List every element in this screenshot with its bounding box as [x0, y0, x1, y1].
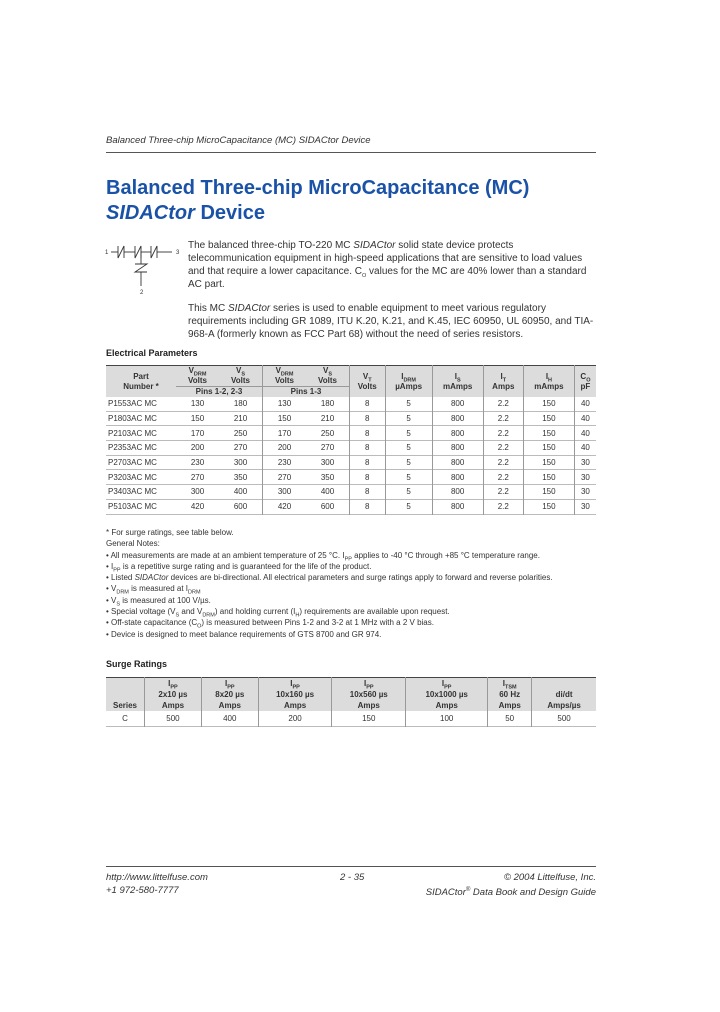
- footer-book-title: SIDACtor® Data Book and Design Guide: [425, 887, 596, 899]
- surge-col-itsm: $I_{TSM}$ 60 Hz Amps: [488, 678, 532, 712]
- intro-paragraph-2: [188, 302, 596, 341]
- electrical-parameters-heading: Electrical Parameters: [106, 348, 198, 358]
- surge-col-8x20: $I_{PP}$ 8x20 µs Amps: [201, 678, 258, 712]
- intro-p1-text-2: solid state device protects telecommunication equipment in high-speed applications that are sensitive to load values and that require a lower capacitance. C: [188, 240, 583, 277]
- header-divider: [106, 152, 596, 153]
- intro-p1-sub: O: [362, 273, 367, 279]
- surge-ratings-heading: Surge Ratings: [106, 659, 168, 669]
- note-5: • $V_S$ is measured at 100 V/µs.: [106, 595, 211, 608]
- intro-paragraph-1: [188, 239, 596, 291]
- col-vs-13-header: $V_S$ Volts: [306, 366, 350, 387]
- surge-col-10x560: $I_{PP}$ 10x560 µs Amps: [332, 678, 406, 712]
- footer-phone: +1 972-580-7777: [106, 885, 179, 896]
- intro-p2-text: This MC: [188, 303, 228, 314]
- intro-p1-brand: SIDACtor: [353, 240, 396, 251]
- note-3: • Listed SIDACtor devices are bi-directional. All electrical parameters and surge ratings apply to forward and reverse polarities.: [106, 573, 553, 583]
- surge-col-10x160: $I_{PP}$ 10x160 µs Amps: [258, 678, 332, 712]
- note-4: • $V_{DRM}$ is measured at $I_{DRM}$: [106, 584, 201, 597]
- table-row: P1803AC MC 150 210 150 210 8 5 800 2.2 150 40: [106, 411, 596, 426]
- page-title: [106, 176, 606, 226]
- intro-p2-brand: SIDACtor: [228, 303, 271, 314]
- electrical-parameters-table: [106, 365, 596, 515]
- footer-url[interactable]: http://www.littelfuse.com: [106, 872, 208, 883]
- col-idrm-header: $I_{DRM}$ µAmps: [385, 366, 432, 398]
- note-2: • $I_{PP}$ is a repetitive surge rating and is guaranteed for the life of the product.: [106, 561, 372, 574]
- surge-col-didt: di/dt Amps/µs: [532, 678, 596, 712]
- pins-13-header: Pins 1-3: [263, 387, 350, 398]
- col-it-header: $I_T$ Amps: [483, 366, 523, 398]
- table-row: P2353AC MC 200 270 200 270 8 5 800 2.2 150 40: [106, 441, 596, 456]
- footer-copyright: © 2004 Littelfuse, Inc.: [503, 872, 596, 883]
- col-co-header: $C_O$ pF: [574, 366, 596, 398]
- table-row: C 500 400 200 150 100 50 500: [106, 711, 596, 727]
- table-row: P2103AC MC 170 250 170 250 8 5 800 2.2 150 40: [106, 426, 596, 441]
- intro-text: [188, 239, 596, 352]
- col-vs-header: $V_S$ Volts: [219, 366, 263, 387]
- surge-col-10x1000: $I_{PP}$ 10x1000 µs Amps: [406, 678, 488, 712]
- col-vdrm-13-header: $V_{DRM}$ Volts: [263, 366, 307, 387]
- surge-note: * For surge ratings, see table below.: [106, 528, 234, 537]
- col-vt-header: $V_T$ Volts: [350, 366, 386, 398]
- footer-right: [426, 871, 596, 899]
- pin-2-label: 2: [140, 290, 144, 296]
- table-row: P3403AC MC 300 400 300 400 8 5 800 2.2 150 30: [106, 485, 596, 500]
- running-header: Balanced Three-chip MicroCapacitance (MC) SIDACtor Device: [106, 135, 371, 146]
- table-row: P5103AC MC 420 600 420 600 8 5 800 2.2 150 30: [106, 499, 596, 514]
- footer-divider: [106, 866, 596, 867]
- intro-p2-text-2: series is used to enable equipment to meet various regulatory requirements including GR 1089, ITU K.20, K.21, and K.45, IEC 60950, UL 60950, and TIA-968-A (formerly known as FCC Part 68) without the need of series resistors.: [188, 303, 594, 340]
- table-row: P1553AC MC 130 180 130 180 8 5 800 2.2 150 40: [106, 397, 596, 411]
- col-vdrm-header: $V_{DRM}$ Volts: [176, 366, 219, 387]
- table-row: P3203AC MC 270 350 270 350 8 5 800 2.2 150 30: [106, 470, 596, 485]
- title-brand: SIDACtor: [106, 202, 195, 224]
- table-row: P2703AC MC 230 300 230 300 8 5 800 2.2 150 30: [106, 455, 596, 470]
- note-6: • Special voltage ($V_S$ and $V_{DRM}$) and holding current $(I_H)$ requirements are available upon request.: [106, 607, 450, 619]
- device-schematic-icon: [104, 242, 184, 298]
- general-notes-title: General Notes:: [106, 539, 160, 549]
- col-is-header: $I_S$ mAmps: [432, 366, 483, 398]
- intro-p1-text-3: values for the MC are 40% lower than a standard AC part.: [188, 266, 587, 290]
- col-ih-header: $I_H$ mAmps: [523, 366, 574, 398]
- surge-col-2x10: $I_{PP}$ 2x10 µs Amps: [145, 678, 202, 712]
- note-1: • All measurements are made at an ambient temperature of 25 °C. $I_{PP}$ applies to -40 °C through +85 °C temperature range.: [106, 550, 540, 563]
- intro-p1-text: The balanced three-chip TO-220 MC: [188, 240, 354, 251]
- surge-ratings-table: [106, 677, 596, 727]
- note-7: • Off-state capacitance $(C_O)$ is measured between Pins 1-2 and 3-2 at 1 MHz with a 2 V bias.: [106, 618, 434, 630]
- footer-page-number: 2 - 35: [340, 872, 365, 883]
- notes-block: [106, 527, 596, 640]
- note-8: • Device is designed to meet balance requirements of GTS 8700 and GR 974.: [106, 629, 382, 639]
- surge-col-series: Series: [106, 678, 145, 712]
- title-line-2: [106, 201, 606, 226]
- pins-12-23-header: Pins 1-2, 2-3: [176, 387, 263, 398]
- title-suffix: Device: [194, 202, 265, 224]
- pin-1-label: 1: [105, 250, 109, 256]
- title-line-1: Balanced Three-chip MicroCapacitance (MC): [106, 177, 530, 199]
- col-part-header: Part Number *: [106, 366, 176, 398]
- pin-3-label: 3: [176, 250, 180, 256]
- footer-left: [106, 871, 208, 897]
